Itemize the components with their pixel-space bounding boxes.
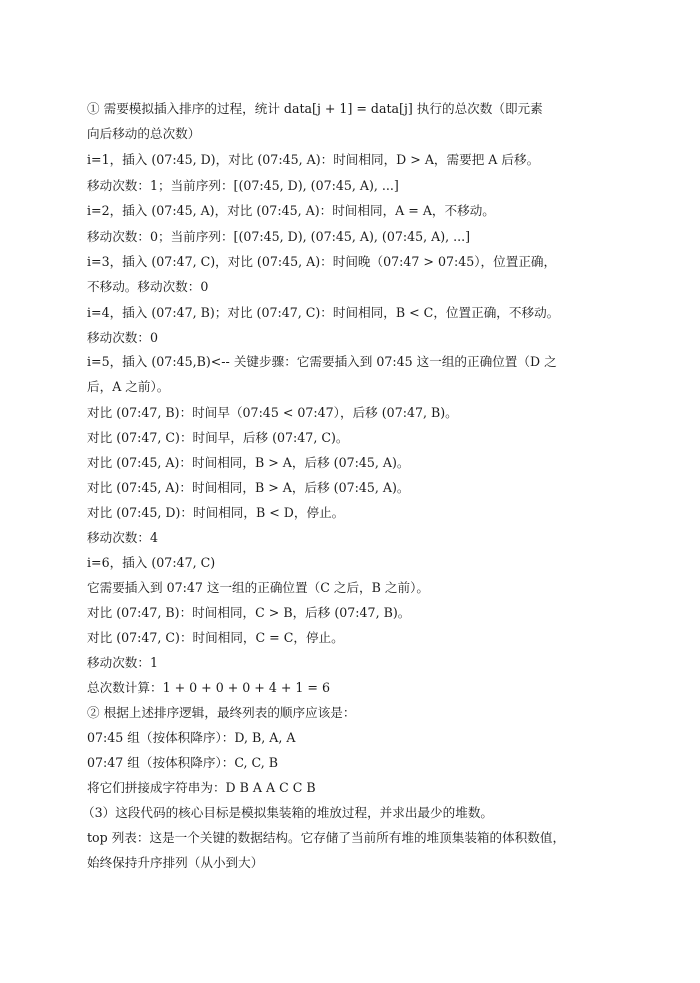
text-line: 移动次数：0 — [87, 330, 158, 345]
text-line: top 列表：这是一个关键的数据结构。它存储了当前所有堆的堆顶集装箱的体积数值， — [87, 830, 566, 845]
text-line: 对比 (07:47, C)：时间早，后移 (07:47, C)。 — [87, 430, 349, 445]
text-line: 总次数计算：1 + 0 + 0 + 0 + 4 + 1 = 6 — [87, 680, 331, 695]
text-line: 移动次数：1；当前序列：[(07:45, D), (07:45, A), ...] — [87, 178, 399, 193]
text-line: 07:45 组（按体积降序）：D, B, A, A — [87, 730, 296, 745]
text-line: 向后移动的总次数） — [87, 126, 201, 141]
text-line: 移动次数：0；当前序列：[(07:45, D), (07:45, A), (07:45, A), ...] — [87, 229, 471, 244]
text-line: 对比 (07:45, D)：时间相同，B < D，停止。 — [87, 505, 345, 520]
text-line: 对比 (07:47, C)：时间相同，C = C，停止。 — [87, 630, 344, 645]
text-line: 后，A 之前）。 — [87, 379, 170, 394]
text-line: 对比 (07:45, A)：时间相同，B > A，后移 (07:45, A)。 — [87, 480, 410, 495]
text-line: 对比 (07:47, B)：时间早（07:45 < 07:47），后移 (07:47, B)。 — [87, 405, 458, 420]
text-line: i=6，插入 (07:47, C) — [87, 555, 216, 570]
text-line: 对比 (07:47, B)：时间相同，C > B，后移 (07:47, B)。 — [87, 605, 411, 620]
text-line: i=4，插入 (07:47, B)；对比 (07:47, C)：时间相同，B < C，位置正确，不移动。 — [87, 305, 560, 320]
text-line: 移动次数：4 — [87, 530, 158, 545]
text-line: 不移动。移动次数：0 — [87, 279, 209, 294]
text-line: i=2，插入 (07:45, A)，对比 (07:45, A)：时间相同，A = A，不移动。 — [87, 203, 495, 218]
text-line: ① 需要模拟插入排序的过程，统计 data[j + 1] = data[j] 执行的总次数（即元素 — [87, 101, 543, 116]
text-line: 它需要插入到 07:47 这一组的正确位置（C 之后，B 之前）。 — [87, 580, 429, 595]
text-line: 对比 (07:45, A)：时间相同，B > A，后移 (07:45, A)。 — [87, 455, 410, 470]
text-line: ② 根据上述排序逻辑，最终列表的顺序应该是： — [87, 705, 356, 720]
text-line: i=5，插入 (07:45,B)<-- 关键步骤：它需要插入到 07:45 这一组的正确位置（D 之 — [87, 354, 557, 369]
text-line: 移动次数：1 — [87, 655, 158, 670]
text-line: 始终保持升序排列（从小到大） — [87, 855, 264, 870]
text-line: i=1，插入 (07:45, D)，对比 (07:45, A)：时间相同，D > A，需要把 A 后移。 — [87, 152, 540, 167]
text-line: 07:47 组（按体积降序）：C, C, B — [87, 755, 278, 770]
text-line: 将它们拼接成字符串为：D B A A C C B — [87, 780, 316, 795]
text-line: i=3，插入 (07:47, C)，对比 (07:45, A)：时间晚（07:47 > 07:45），位置正确， — [87, 254, 557, 269]
text-line: （3）这段代码的核心目标是模拟集装箱的堆放过程，并求出最少的堆数。 — [82, 805, 494, 820]
